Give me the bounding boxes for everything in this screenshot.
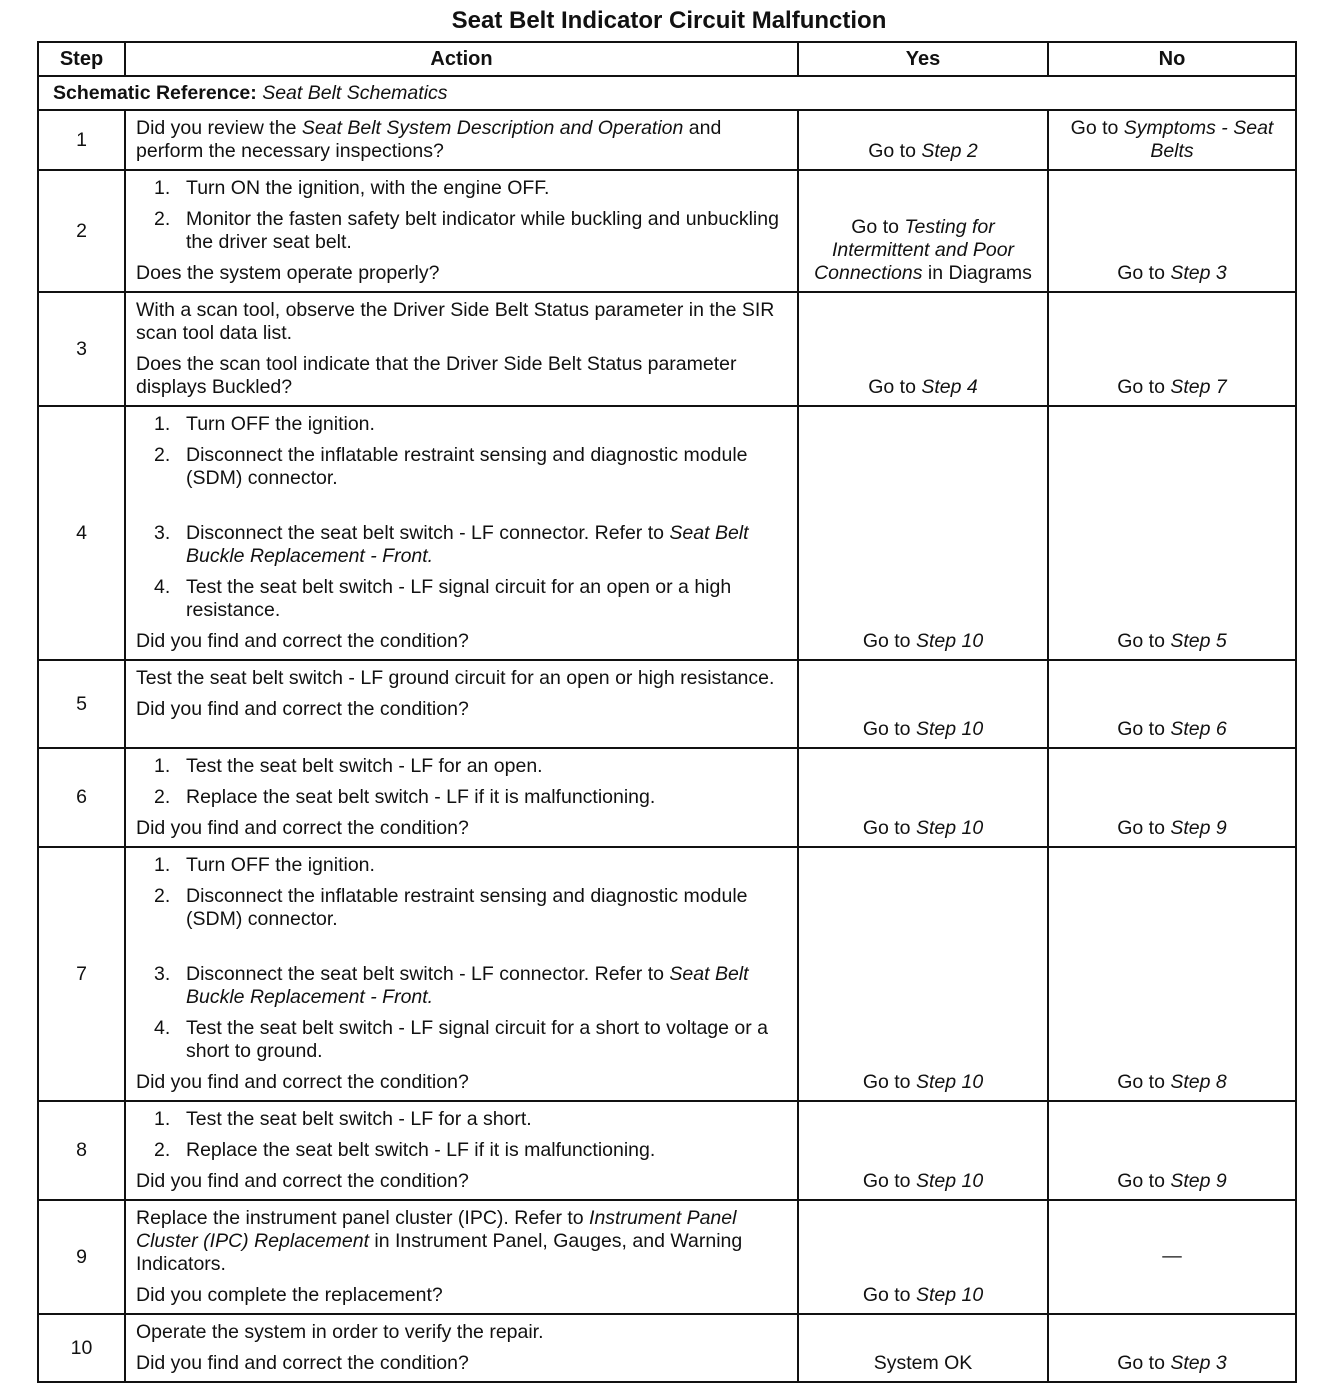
action-text: Did you review the xyxy=(136,117,302,139)
diagnostic-table xyxy=(37,41,1297,1383)
question-text: Did you find and correct the condition? xyxy=(136,698,469,720)
yes-link[interactable]: Step 10 xyxy=(915,817,984,839)
list-item-link[interactable]: Seat Belt Buckle Replacement - Front. xyxy=(186,963,749,1008)
no-text: Go to xyxy=(1117,817,1171,839)
yes-cell xyxy=(798,748,1048,847)
step-number: 9 xyxy=(38,1200,125,1314)
list-item: 1. Turn OFF the ignition. xyxy=(154,413,375,435)
no-cell xyxy=(1048,1314,1296,1382)
list-item-text: Disconnect the inflatable restraint sensing and diagnostic module (SDM) connector. xyxy=(186,885,748,930)
action-text: With a scan tool, observe the Driver Side Belt Status parameter in the SIR scan tool data list. xyxy=(136,299,775,344)
list-item: 2. Replace the seat belt switch - LF if it is malfunctioning. xyxy=(154,786,656,808)
yes-text: System OK xyxy=(873,1352,973,1374)
yes-link[interactable]: Step 10 xyxy=(915,630,984,652)
no-link[interactable]: Step 9 xyxy=(1170,817,1227,839)
list-item-text: Test the seat belt switch - LF for a short. xyxy=(186,1108,532,1130)
yes-cell xyxy=(798,292,1048,406)
yes-cell xyxy=(798,847,1048,1101)
no-cell xyxy=(1048,406,1296,660)
yes-text: Go to xyxy=(862,1071,916,1093)
table-row xyxy=(38,170,1296,292)
action-link[interactable]: Seat Belt System Description and Operation xyxy=(301,117,684,139)
action-cell xyxy=(125,170,798,292)
list-item: 4. Test the seat belt switch - LF signal circuit for an open or a high resistance. xyxy=(154,576,732,621)
no-text: Go to xyxy=(1117,1170,1171,1192)
yes-link[interactable]: Step 10 xyxy=(915,1170,984,1192)
header-action: Action xyxy=(125,42,798,76)
list-item-text: Test the seat belt switch - LF for an open. xyxy=(186,755,543,777)
question-text: Did you complete the replacement? xyxy=(136,1284,443,1306)
action-cell xyxy=(125,1314,798,1382)
page-title: Seat Belt Indicator Circuit Malfunction xyxy=(451,7,887,34)
step-number: 1 xyxy=(38,110,125,170)
no-cell xyxy=(1048,660,1296,748)
table-row xyxy=(38,1200,1296,1314)
no-link[interactable]: Step 8 xyxy=(1170,1071,1227,1093)
yes-text: Go to xyxy=(862,817,916,839)
yes-cell xyxy=(798,110,1048,170)
no-link[interactable]: Step 5 xyxy=(1170,630,1227,652)
step-number: 5 xyxy=(38,660,125,748)
list-item-text: Disconnect the inflatable restraint sensing and diagnostic module (SDM) connector. xyxy=(186,444,748,489)
header-step: Step xyxy=(38,42,125,76)
no-link[interactable]: Step 3 xyxy=(1170,1352,1227,1374)
action-cell xyxy=(125,748,798,847)
yes-text: Go to xyxy=(868,140,922,162)
table-row xyxy=(38,1101,1296,1200)
step-number: 4 xyxy=(38,406,125,660)
question-text: Did you find and correct the condition? xyxy=(136,1352,469,1374)
list-item-text: Turn ON the ignition, with the engine OFF. xyxy=(186,177,550,199)
schematic-link[interactable]: Seat Belt Schematics xyxy=(262,81,448,104)
action-text: and perform the necessary inspections? xyxy=(136,117,722,162)
no-text: Go to xyxy=(1117,262,1171,284)
question-text: Did you find and correct the condition? xyxy=(136,1170,469,1192)
list-item: 1. Test the seat belt switch - LF for an open. xyxy=(154,755,543,777)
question-text: Did you find and correct the condition? xyxy=(136,630,469,652)
step-number: 8 xyxy=(38,1101,125,1200)
yes-text: Go to xyxy=(862,630,916,652)
no-cell xyxy=(1048,110,1296,170)
yes-cell xyxy=(798,406,1048,660)
no-text: Go to xyxy=(1117,718,1171,740)
yes-link[interactable]: Step 10 xyxy=(915,1071,984,1093)
no-cell xyxy=(1048,1101,1296,1200)
list-item-text: Test the seat belt switch - LF signal circuit for a short to voltage or a short to ground. xyxy=(186,1017,769,1062)
action-text: Operate the system in order to verify the repair. xyxy=(136,1321,544,1343)
yes-text: Go to xyxy=(851,216,905,238)
yes-link[interactable]: Step 10 xyxy=(915,1284,984,1306)
no-cell xyxy=(1048,847,1296,1101)
table-row xyxy=(38,748,1296,847)
no-text: Go to xyxy=(1070,117,1124,139)
list-item: 1. Turn ON the ignition, with the engine OFF. xyxy=(154,177,550,199)
list-item-text: Turn OFF the ignition. xyxy=(186,413,375,435)
list-item-text: Replace the seat belt switch - LF if it is malfunctioning. xyxy=(186,1139,656,1161)
no-link[interactable]: Symptoms - Seat Belts xyxy=(1123,117,1274,162)
list-item: 3. Disconnect the seat belt switch - LF connector. Refer to Seat Belt Buckle Replacement - Front. xyxy=(154,522,749,567)
action-cell xyxy=(125,110,798,170)
no-text: Go to xyxy=(1117,1071,1171,1093)
no-link[interactable]: Step 3 xyxy=(1170,262,1227,284)
list-item: 1. Turn OFF the ignition. xyxy=(154,854,375,876)
action-cell xyxy=(125,292,798,406)
header-row xyxy=(38,42,1296,76)
table-row xyxy=(38,110,1296,170)
yes-cell xyxy=(798,1314,1048,1382)
schematic-reference xyxy=(38,76,1296,110)
no-cell xyxy=(1048,748,1296,847)
no-cell xyxy=(1048,292,1296,406)
question-text: Does the system operate properly? xyxy=(136,262,440,284)
step-number: 7 xyxy=(38,847,125,1101)
no-cell xyxy=(1048,170,1296,292)
yes-cell xyxy=(798,660,1048,748)
yes-text: Go to xyxy=(862,718,916,740)
action-text: Replace the instrument panel cluster (IPC). Refer to xyxy=(136,1207,590,1229)
no-link[interactable]: Step 7 xyxy=(1170,376,1227,398)
no-text: — xyxy=(1162,1244,1182,1267)
yes-link[interactable]: Testing for Intermittent and Poor Connections xyxy=(814,216,1015,284)
schematic-label: Schematic Reference: xyxy=(53,81,257,104)
step-number: 3 xyxy=(38,292,125,406)
no-cell xyxy=(1048,1200,1296,1314)
yes-cell xyxy=(798,1200,1048,1314)
action-text: in Instrument Panel, Gauges, and Warning Indicators. xyxy=(136,1230,743,1275)
yes-text: Go to xyxy=(862,1284,916,1306)
no-link[interactable]: Step 9 xyxy=(1170,1170,1227,1192)
table-row xyxy=(38,406,1296,660)
table-row xyxy=(38,847,1296,1101)
header-yes: Yes xyxy=(798,42,1048,76)
step-number: 2 xyxy=(38,170,125,292)
yes-link[interactable]: Step 2 xyxy=(921,140,978,162)
no-text: Go to xyxy=(1117,630,1171,652)
yes-link[interactable]: Step 4 xyxy=(921,376,978,398)
no-text: Go to xyxy=(1117,1352,1171,1374)
step-number: 10 xyxy=(38,1314,125,1382)
question-text: Does the scan tool indicate that the Driver Side Belt Status parameter displays Buckled? xyxy=(136,353,737,398)
list-item: 2. Replace the seat belt switch - LF if it is malfunctioning. xyxy=(154,1139,656,1161)
list-item-text: Disconnect the seat belt switch - LF connector. Refer to xyxy=(186,963,670,985)
action-cell xyxy=(125,847,798,1101)
list-item-text: Test the seat belt switch - LF signal circuit for an open or a high resistance. xyxy=(186,576,732,621)
header-no: No xyxy=(1048,42,1296,76)
yes-cell xyxy=(798,170,1048,292)
action-text: Test the seat belt switch - LF ground circuit for an open or high resistance. xyxy=(136,667,775,689)
list-item: 3. Disconnect the seat belt switch - LF connector. Refer to Seat Belt Buckle Replacement - Front. xyxy=(154,963,749,1008)
list-item-text: Monitor the fasten safety belt indicator while buckling and unbuckling the driver seat belt. xyxy=(186,208,779,253)
list-item: 2. Monitor the fasten safety belt indicator while buckling and unbuckling the driver seat belt. xyxy=(154,208,779,253)
action-cell xyxy=(125,406,798,660)
yes-link[interactable]: Step 10 xyxy=(915,718,984,740)
question-text: Did you find and correct the condition? xyxy=(136,1071,469,1093)
no-link[interactable]: Step 6 xyxy=(1170,718,1227,740)
no-text: Go to xyxy=(1117,376,1171,398)
list-item: 1. Test the seat belt switch - LF for a short. xyxy=(154,1108,532,1130)
table-row xyxy=(38,292,1296,406)
schematic-reference-row xyxy=(38,76,1296,110)
action-cell xyxy=(125,660,798,748)
action-cell xyxy=(125,1200,798,1314)
table-row xyxy=(38,660,1296,748)
list-item: 2. Disconnect the inflatable restraint sensing and diagnostic module (SDM) connector. xyxy=(154,444,748,489)
list-item-text: Replace the seat belt switch - LF if it is malfunctioning. xyxy=(186,786,656,808)
action-link[interactable]: Instrument Panel Cluster (IPC) Replacement xyxy=(136,1207,737,1252)
list-item: 4. Test the seat belt switch - LF signal circuit for a short to voltage or a short to ground. xyxy=(154,1017,769,1062)
yes-text: Go to xyxy=(868,376,922,398)
yes-text: Go to xyxy=(862,1170,916,1192)
question-text: Did you find and correct the condition? xyxy=(136,817,469,839)
table-row xyxy=(38,1314,1296,1382)
step-number: 6 xyxy=(38,748,125,847)
yes-cell xyxy=(798,1101,1048,1200)
list-item-link[interactable]: Seat Belt Buckle Replacement - Front. xyxy=(186,522,749,567)
list-item-text: Disconnect the seat belt switch - LF connector. Refer to xyxy=(186,522,670,544)
list-item: 2. Disconnect the inflatable restraint sensing and diagnostic module (SDM) connector. xyxy=(154,885,748,930)
action-cell xyxy=(125,1101,798,1200)
list-item-text: Turn OFF the ignition. xyxy=(186,854,375,876)
yes-text: in Diagrams xyxy=(922,262,1032,284)
